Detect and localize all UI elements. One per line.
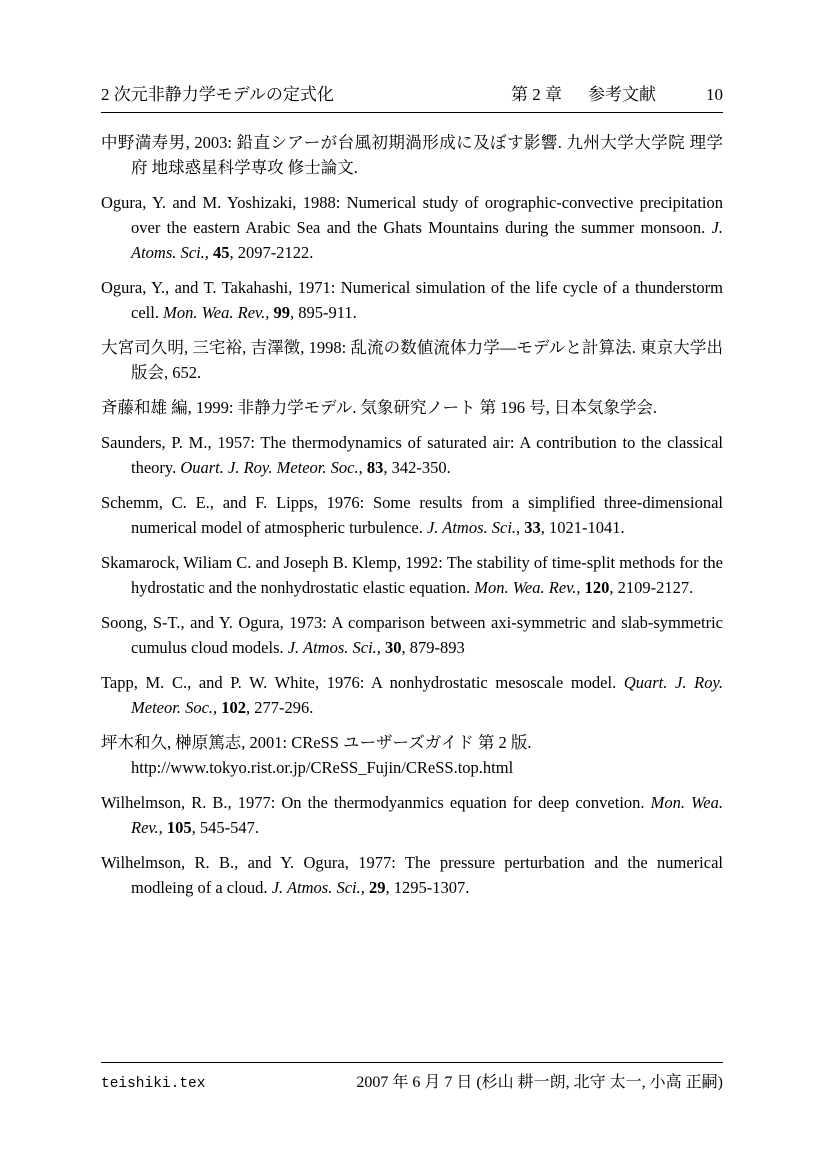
reference-text: 斉藤和雄 編, 1999: 非静力学モデル. 気象研究ノート 第 196 号, 日本気象学会. <box>101 398 658 417</box>
volume-number: 83 <box>366 458 384 477</box>
journal-name: J. Atmos. Sci., <box>426 518 521 537</box>
reference-list <box>101 130 723 910</box>
volume-number: 33 <box>524 518 541 537</box>
reference-entry <box>101 395 723 420</box>
journal-name: Mon. Wea. Rev., <box>474 578 581 597</box>
volume-number: 30 <box>385 638 402 657</box>
volume-number: 99 <box>273 303 291 322</box>
reference-text: Saunders, P. M., 1957: The thermodynamics of saturated air: A contribution to the classical theory. <box>101 433 723 477</box>
reference-text: 坪木和久, 榊原篤志, 2001: CReSS ユーザーズガイド 第 2 版. <box>101 733 532 752</box>
reference-text: , 2097-2122. <box>229 243 314 262</box>
reference-text: Tapp, M. C., and P. W. White, 1976: A nonhydrostatic mesoscale model. <box>101 673 624 692</box>
volume-number: 29 <box>369 878 386 897</box>
reference-text: Ogura, Y. and M. Yoshizaki, 1988: Numerical study of orographic-convective precipitation over the eastern Arabic Sea and the Ghats Mountains during the summer monsoon. <box>101 193 723 237</box>
reference-text: , 1021-1041. <box>540 518 625 537</box>
reference-entry <box>101 730 723 780</box>
journal-name: J. Atmos. Sci., <box>287 638 381 657</box>
reference-text: , 277-296. <box>246 698 314 717</box>
reference-text: , 545-547. <box>191 818 260 837</box>
volume-number: 45 <box>213 243 230 262</box>
reference-entry <box>101 190 723 265</box>
reference-text: , 1295-1307. <box>385 878 470 897</box>
header-chapter-label: 第 2 章 <box>511 85 562 104</box>
volume-number: 120 <box>584 578 610 597</box>
footer-date-authors: 2007 年 6 月 7 日 (杉山 耕一朗, 北守 太一, 小高 正嗣) <box>356 1074 723 1091</box>
volume-number: 102 <box>221 698 247 717</box>
reference-text: Schemm, C. E., and F. Lipps, 1976: Some results from a simplified three-dimensional numerical model of atmospheric turbulence. <box>101 493 723 537</box>
reference-url: http://www.tokyo.rist.or.jp/CReSS_Fujin/CReSS.top.html <box>131 758 514 777</box>
reference-text: 中野満寿男, 2003: 鉛直シアーが台風初期渦形成に及ぼす影響. 九州大学大学院 理学府 地球惑星科学専攻 修士論文. <box>101 133 723 177</box>
volume-number: 105 <box>166 818 192 837</box>
reference-text: Skamarock, Wiliam C. and Joseph B. Klemp, 1992: The stability of time-split methods for the hydrostatic and the nonhydrostatic elastic equation. <box>101 553 723 597</box>
reference-text: , 2109-2127. <box>609 578 694 597</box>
reference-entry <box>101 130 723 180</box>
reference-text: , 895-911. <box>290 303 357 322</box>
journal-name: J. Atoms. Sci., <box>131 218 723 262</box>
reference-entry <box>101 275 723 325</box>
reference-text: , 342-350. <box>383 458 451 477</box>
reference-text: Ogura, Y., and T. Takahashi, 1971: Numerical simulation of the life cycle of a thunderstorm cell. <box>101 278 723 322</box>
journal-name: Mon. Wea. Rev., <box>163 303 270 322</box>
page-header <box>101 84 723 113</box>
reference-text: 大宮司久明, 三宅裕, 吉澤徴, 1998: 乱流の数値流体力学—モデルと計算法. 東京大学出版会, 652. <box>101 338 723 382</box>
reference-entry <box>101 430 723 480</box>
header-running-title: 2 次元非静力学モデルの定式化 <box>101 85 334 104</box>
reference-entry <box>101 850 723 900</box>
reference-text: , 879-893 <box>401 638 465 657</box>
journal-name: Mon. Wea. Rev., <box>131 793 723 837</box>
journal-name: J. Atmos. Sci., <box>271 878 365 897</box>
header-section-label: 参考文献 <box>588 85 656 104</box>
reference-entry <box>101 790 723 840</box>
journal-name: Quart. J. Roy. Meteor. Soc., <box>131 673 723 717</box>
journal-name: Ouart. J. Roy. Meteor. Soc., <box>180 458 363 477</box>
page-footer <box>101 1062 723 1092</box>
header-page-number: 10 <box>706 85 723 104</box>
reference-entry <box>101 490 723 540</box>
reference-text: Wilhelmson, R. B., 1977: On the thermodyanmics equation for deep convetion. <box>101 793 651 812</box>
reference-entry <box>101 610 723 660</box>
header-right-group <box>511 84 723 105</box>
reference-entry <box>101 670 723 720</box>
reference-entry <box>101 335 723 385</box>
footer-filename: teishiki.tex <box>101 1076 206 1092</box>
reference-entry <box>101 550 723 600</box>
reference-text: Wilhelmson, R. B., and Y. Ogura, 1977: The pressure perturbation and the numerical modleing of a cloud. <box>101 853 723 897</box>
reference-text: Soong, S-T., and Y. Ogura, 1973: A comparison between axi-symmetric and slab-symmetric cumulus cloud models. <box>101 613 723 657</box>
